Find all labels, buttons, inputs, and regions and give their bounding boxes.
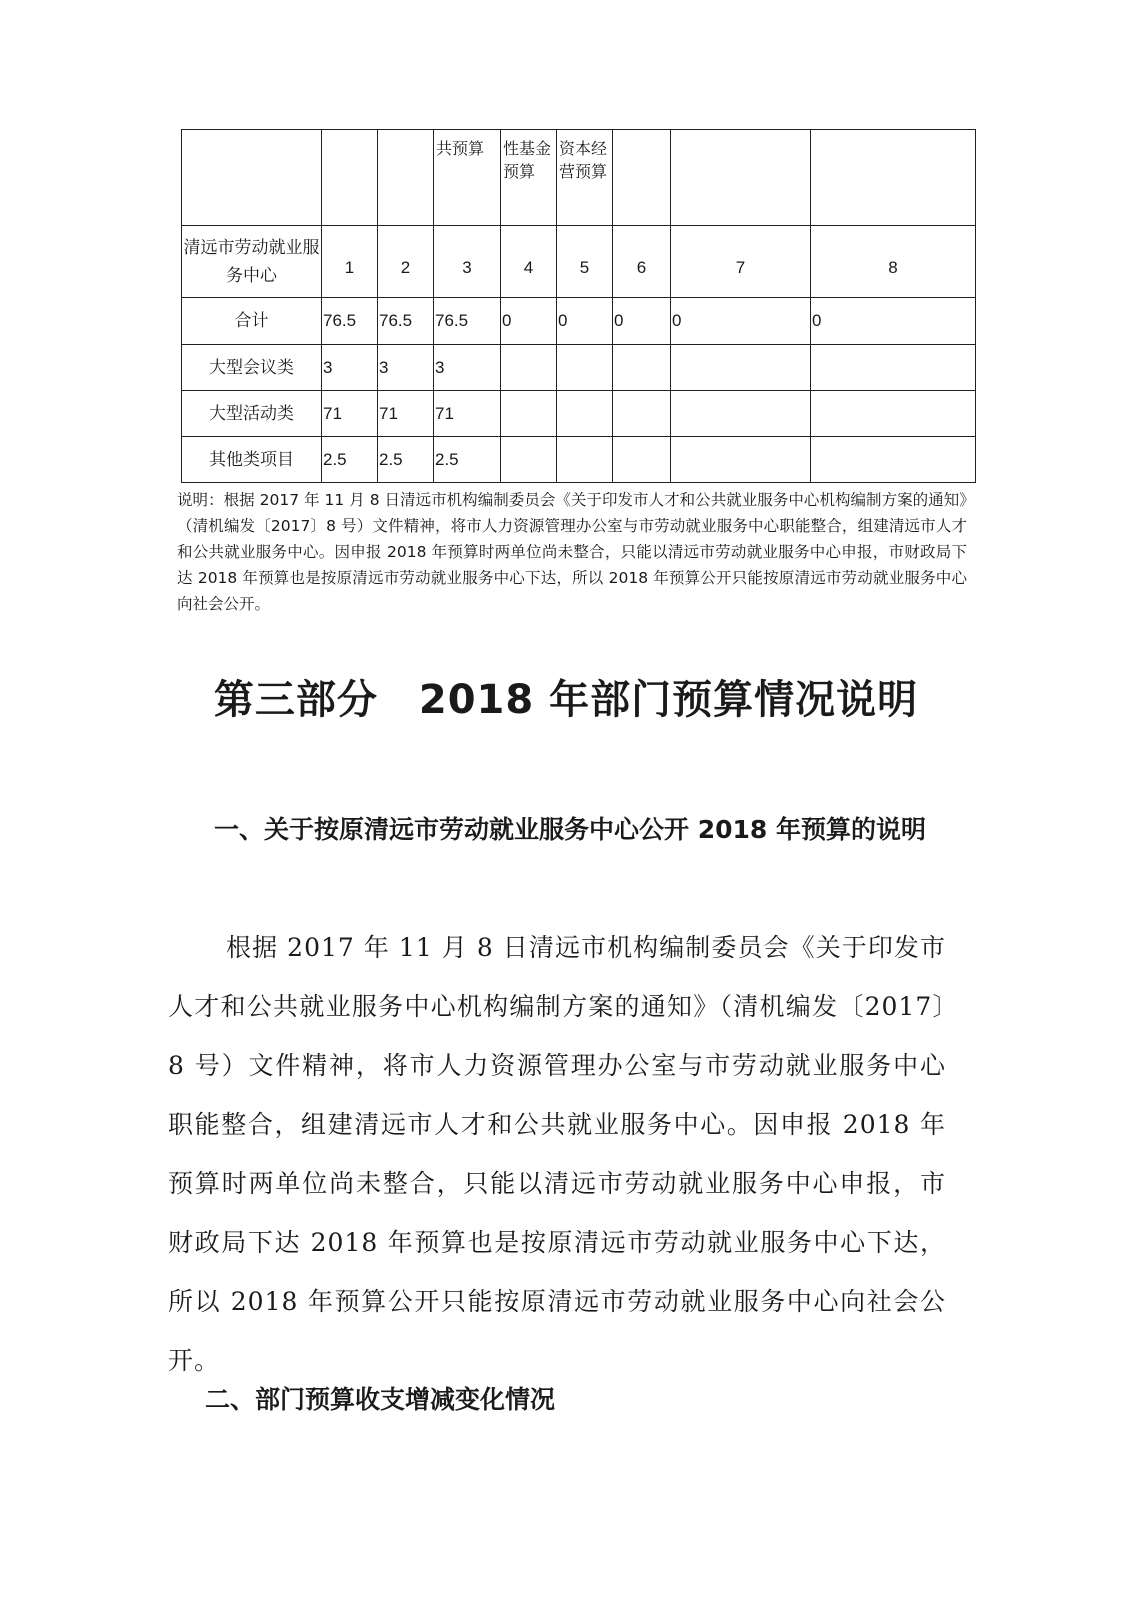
table-cell [557, 345, 613, 391]
column-index: 6 [613, 226, 671, 298]
table-cell [671, 345, 811, 391]
header-cell [811, 130, 976, 226]
column-index: 1 [322, 226, 378, 298]
body-paragraph: 根据 2017 年 11 月 8 日清远市机构编制委员会《关于印发市人才和公共就业服务中心机构编制方案的通知》（清机编发〔2017〕8 号）文件精神，将市人力资源管理办公室与市劳动就业服务中心职能整合，组建清远市人才和公共就业服务中心。因申报 2018 年预算时两单位尚未整合，只能以清远市劳动就业服务中心申报，市财政局下达 2018 年预算也是按原清远市劳动就业服务中心下达，所以 2018 年预算公开只能按原清远市劳动就业服务中心向社会公开。 [168, 933, 946, 1375]
header-cell [182, 130, 322, 226]
table-cell [811, 437, 976, 483]
table-note: 说明：根据 2017 年 11 月 8 日清远市机构编制委员会《关于印发市人才和公共就业服务中心机构编制方案的通知》（清机编发〔2017〕8 号）文件精神，将市人力资源管理办公室与市劳动就业服务中心职能整合，组建清远市人才和公共就业服务中心。因申报 2018 年预算时两单位尚未整合，只能以清远市劳动就业服务中心申报，市财政局下达 2018 年预算也是按原清远市劳动就业服务中心下达，所以 2018 年预算公开只能按原清远市劳动就业服务中心向社会公开。 [177, 491, 967, 613]
table-cell [613, 437, 671, 483]
table-cell: 2.5 [322, 437, 378, 483]
table-header-row [182, 130, 976, 226]
header-cell [671, 130, 811, 226]
table-cell: 3 [434, 345, 501, 391]
table-row [182, 437, 976, 483]
table-cell: 0 [501, 298, 557, 345]
table-cell [811, 391, 976, 437]
unit-row [182, 226, 976, 298]
header-cell [378, 130, 434, 226]
table-cell: 0 [613, 298, 671, 345]
table-cell: 3 [378, 345, 434, 391]
table-cell: 76.5 [434, 298, 501, 345]
table-cell: 3 [322, 345, 378, 391]
table-row [182, 298, 976, 345]
row-label: 合计 [182, 298, 322, 345]
row-label: 大型活动类 [182, 391, 322, 437]
heading-1: 一、关于按原清远市劳动就业服务中心公开 2018 年预算的说明 [214, 815, 926, 844]
table-cell: 0 [671, 298, 811, 345]
column-index: 5 [557, 226, 613, 298]
section-title: 第三部分 2018 年部门预算情况说明 [213, 677, 919, 723]
column-index: 3 [434, 226, 501, 298]
row-label: 大型会议类 [182, 345, 322, 391]
table-cell: 76.5 [378, 298, 434, 345]
table-cell [557, 437, 613, 483]
column-index: 4 [501, 226, 557, 298]
header-cell: 资本经营预算 [557, 130, 613, 226]
table-cell: 2.5 [378, 437, 434, 483]
table-cell [501, 345, 557, 391]
heading-2: 二、部门预算收支增减变化情况 [205, 1385, 556, 1414]
table-cell: 71 [378, 391, 434, 437]
table-cell [613, 391, 671, 437]
table-cell: 71 [322, 391, 378, 437]
table-cell [671, 391, 811, 437]
table-cell: 0 [557, 298, 613, 345]
table-cell [671, 437, 811, 483]
row-label: 其他类项目 [182, 437, 322, 483]
table-cell [613, 345, 671, 391]
table-row [182, 391, 976, 437]
table-cell: 0 [811, 298, 976, 345]
header-cell: 共预算 [434, 130, 501, 226]
table-row [182, 345, 976, 391]
column-index: 2 [378, 226, 434, 298]
table-cell [557, 391, 613, 437]
header-cell [322, 130, 378, 226]
table-cell: 76.5 [322, 298, 378, 345]
column-index: 8 [811, 226, 976, 298]
table-cell: 71 [434, 391, 501, 437]
header-cell: 性基金预算 [501, 130, 557, 226]
unit-name-cell: 清远市劳动就业服务中心 [182, 226, 322, 298]
table-cell [501, 391, 557, 437]
table-cell: 2.5 [434, 437, 501, 483]
budget-table [181, 129, 976, 483]
table-cell [501, 437, 557, 483]
header-cell [613, 130, 671, 226]
column-index: 7 [671, 226, 811, 298]
table-cell [811, 345, 976, 391]
